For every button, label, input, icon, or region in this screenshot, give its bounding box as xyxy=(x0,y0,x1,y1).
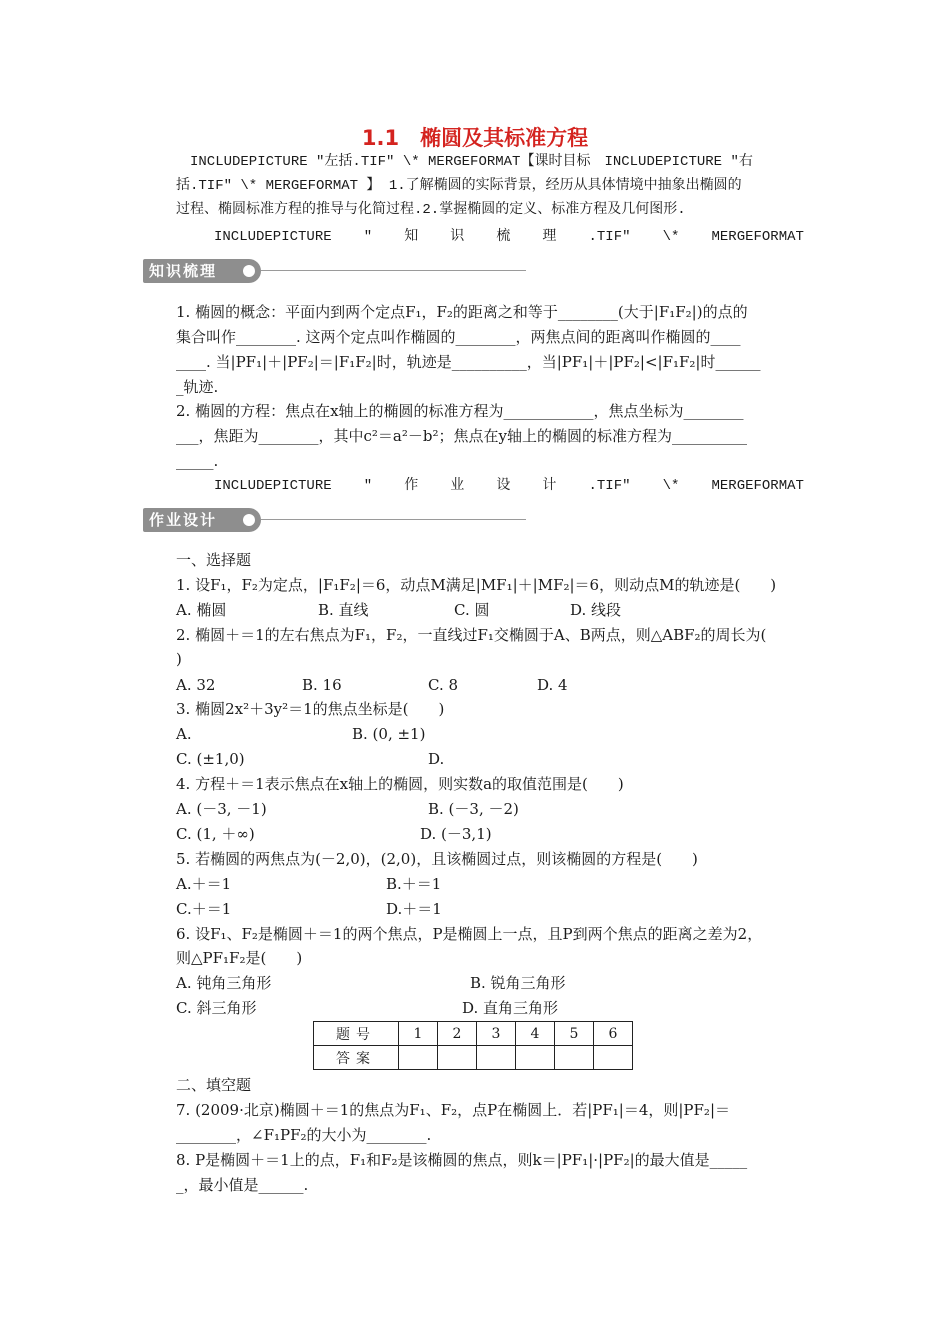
word: " xyxy=(363,229,373,245)
q1-option-b: B. 直线 xyxy=(318,601,369,619)
q4-option-b: B. (－3, －2) xyxy=(428,800,519,818)
answer-cell[interactable] xyxy=(516,1046,555,1070)
q1-option-c: C. 圆 xyxy=(454,601,490,619)
intro-line-5 xyxy=(214,476,804,496)
banner-dot-icon xyxy=(243,514,255,526)
knowledge-line-5: 2. 椭圆的方程：焦点在x轴上的椭圆的标准方程为____________，焦点坐标为________ xyxy=(176,402,744,420)
table-cell: 5 xyxy=(555,1022,594,1046)
q4-option-d: D. (－3,1) xyxy=(420,825,492,843)
table-header-cell: 题号 xyxy=(314,1022,399,1046)
table-cell: 3 xyxy=(477,1022,516,1046)
q2-stem: 2. 椭圆＋＝1的左右焦点为F₁，F₂，一直线过F₁交椭圆于A、B两点，则△ABF₂的周长为( xyxy=(176,626,767,644)
word: \* xyxy=(662,478,680,494)
q7-line-1: 7. (2009·北京)椭圆＋＝1的焦点为F₁、F₂，点P在椭圆上．若|PF₁|＝4，则|PF₂|＝ xyxy=(176,1101,730,1119)
q5-option-c: C.＋＝1 xyxy=(176,900,232,918)
q1-option-d: D. 线段 xyxy=(570,601,622,619)
banner-label: 作业设计 xyxy=(143,508,261,532)
table-cell: 6 xyxy=(594,1022,633,1046)
word: 理 xyxy=(542,229,557,245)
word: 设 xyxy=(496,478,511,494)
word: 知 xyxy=(404,229,419,245)
section-heading-fill: 二、填空题 xyxy=(176,1076,252,1094)
section-banner-homework xyxy=(143,508,526,534)
q1-stem: 1. 设F₁，F₂为定点，|F₁F₂|＝6，动点M满足|MF₁|＋|MF₂|＝6，则动点M的轨迹是( ) xyxy=(176,576,777,594)
knowledge-line-1: 1. 椭圆的概念：平面内到两个定点F₁，F₂的距离之和等于________(大于|F₁F₂|)的点的 xyxy=(176,303,748,321)
q5-option-a: A.＋＝1 xyxy=(176,875,232,893)
q5-stem: 5. 若椭圆的两焦点为(－2,0)，(2,0)，且该椭圆过点，则该椭圆的方程是( ) xyxy=(176,850,698,868)
intro-line-2: 括.TIF" \* MERGEFORMAT 】 1.了解椭圆的实际背景，经历从具体情境中抽象出椭圆的 xyxy=(176,178,742,194)
section-banner-knowledge xyxy=(143,259,526,285)
word: 计 xyxy=(542,478,557,494)
intro-line-3: 过程、椭圆标准方程的推导与化简过程.2.掌握椭圆的定义、标准方程及几何图形. xyxy=(176,202,686,218)
table-row xyxy=(314,1022,633,1046)
word: INCLUDEPICTURE xyxy=(214,229,332,245)
q3-option-c: C. (±1,0) xyxy=(176,750,245,768)
q2-option-d: D. 4 xyxy=(537,676,568,694)
intro-line-4 xyxy=(214,227,804,247)
knowledge-line-2: 集合叫作________. 这两个定点叫作椭圆的________，两焦点间的距离叫作椭圆的____ xyxy=(176,328,741,346)
knowledge-line-3: ____. 当|PF₁|＋|PF₂|＝|F₁F₂|时，轨迹是__________，当|PF₁|＋|PF₂|<|F₁F₂|时______ xyxy=(176,353,761,371)
q7-line-2: ________，∠F₁PF₂的大小为________. xyxy=(176,1126,432,1144)
intro-line-1: INCLUDEPICTURE "左括.TIF" \* MERGEFORMAT【课时目标 INCLUDEPICTURE "右 xyxy=(190,154,753,170)
word: 识 xyxy=(450,229,465,245)
word: INCLUDEPICTURE xyxy=(214,478,332,494)
banner-rule xyxy=(261,270,526,271)
q3-stem: 3. 椭圆2x²＋3y²＝1的焦点坐标是( ) xyxy=(176,700,445,718)
q4-option-a: A. (－3, －1) xyxy=(176,800,267,818)
table-row xyxy=(314,1046,633,1070)
table-header-cell: 答案 xyxy=(314,1046,399,1070)
q5-option-b: B.＋＝1 xyxy=(386,875,442,893)
q2-option-b: B. 16 xyxy=(302,676,342,694)
q3-option-d: D. xyxy=(428,750,445,768)
word: 梳 xyxy=(496,229,511,245)
answer-cell[interactable] xyxy=(477,1046,516,1070)
q8-line-1: 8. P是椭圆＋＝1上的点，F₁和F₂是该椭圆的焦点，则k＝|PF₁|·|PF₂|的最大值是_____ xyxy=(176,1151,748,1169)
page-title: 1.1 椭圆及其标准方程 xyxy=(361,126,589,150)
table-cell: 4 xyxy=(516,1022,555,1046)
q4-option-c: C. (1, ＋∞) xyxy=(176,825,255,843)
answer-cell[interactable] xyxy=(399,1046,438,1070)
answer-cell[interactable] xyxy=(438,1046,477,1070)
q6-stem-cont: 则△PF₁F₂是( ) xyxy=(176,949,303,967)
q5-option-d: D.＋＝1 xyxy=(386,900,442,918)
banner-rule xyxy=(261,519,526,520)
table-cell: 1 xyxy=(399,1022,438,1046)
q6-option-c: C. 斜三角形 xyxy=(176,999,257,1017)
q2-option-a: A. 32 xyxy=(176,676,216,694)
answer-cell[interactable] xyxy=(555,1046,594,1070)
word: \* xyxy=(662,229,680,245)
q6-stem: 6. 设F₁、F₂是椭圆＋＝1的两个焦点，P是椭圆上一点，且P到两个焦点的距离之差为2， xyxy=(176,925,763,943)
knowledge-line-7: _____. xyxy=(176,452,219,470)
table-cell: 2 xyxy=(438,1022,477,1046)
q8-line-2: _，最小值是______. xyxy=(176,1176,309,1194)
q4-stem: 4. 方程＋＝1表示焦点在x轴上的椭圆，则实数a的取值范围是( ) xyxy=(176,775,624,793)
q3-option-a: A. xyxy=(176,725,192,743)
word: 作 xyxy=(404,478,419,494)
answer-table xyxy=(313,1021,633,1070)
banner-dot-icon xyxy=(243,265,255,277)
q2-option-c: C. 8 xyxy=(428,676,459,694)
knowledge-line-6: ___，焦距为________，其中c²＝a²－b²；焦点在y轴上的椭圆的标准方程为__________ xyxy=(176,427,747,445)
section-heading-choice: 一、选择题 xyxy=(176,551,252,569)
banner-label: 知识梳理 xyxy=(143,259,261,283)
q3-option-b: B. (0, ±1) xyxy=(352,725,426,743)
q6-option-d: D. 直角三角形 xyxy=(462,999,559,1017)
word: 业 xyxy=(450,478,465,494)
q1-option-a: A. 椭圆 xyxy=(176,601,227,619)
word: .TIF" xyxy=(588,229,631,245)
q6-option-b: B. 锐角三角形 xyxy=(470,974,566,992)
word: MERGEFORMAT xyxy=(711,229,804,245)
word: .TIF" xyxy=(588,478,631,494)
word: " xyxy=(363,478,373,494)
answer-cell[interactable] xyxy=(594,1046,633,1070)
q6-option-a: A. 钝角三角形 xyxy=(176,974,272,992)
word: MERGEFORMAT xyxy=(711,478,804,494)
knowledge-line-4: _轨迹. xyxy=(176,378,219,396)
q2-stem-cont: ) xyxy=(176,650,182,668)
